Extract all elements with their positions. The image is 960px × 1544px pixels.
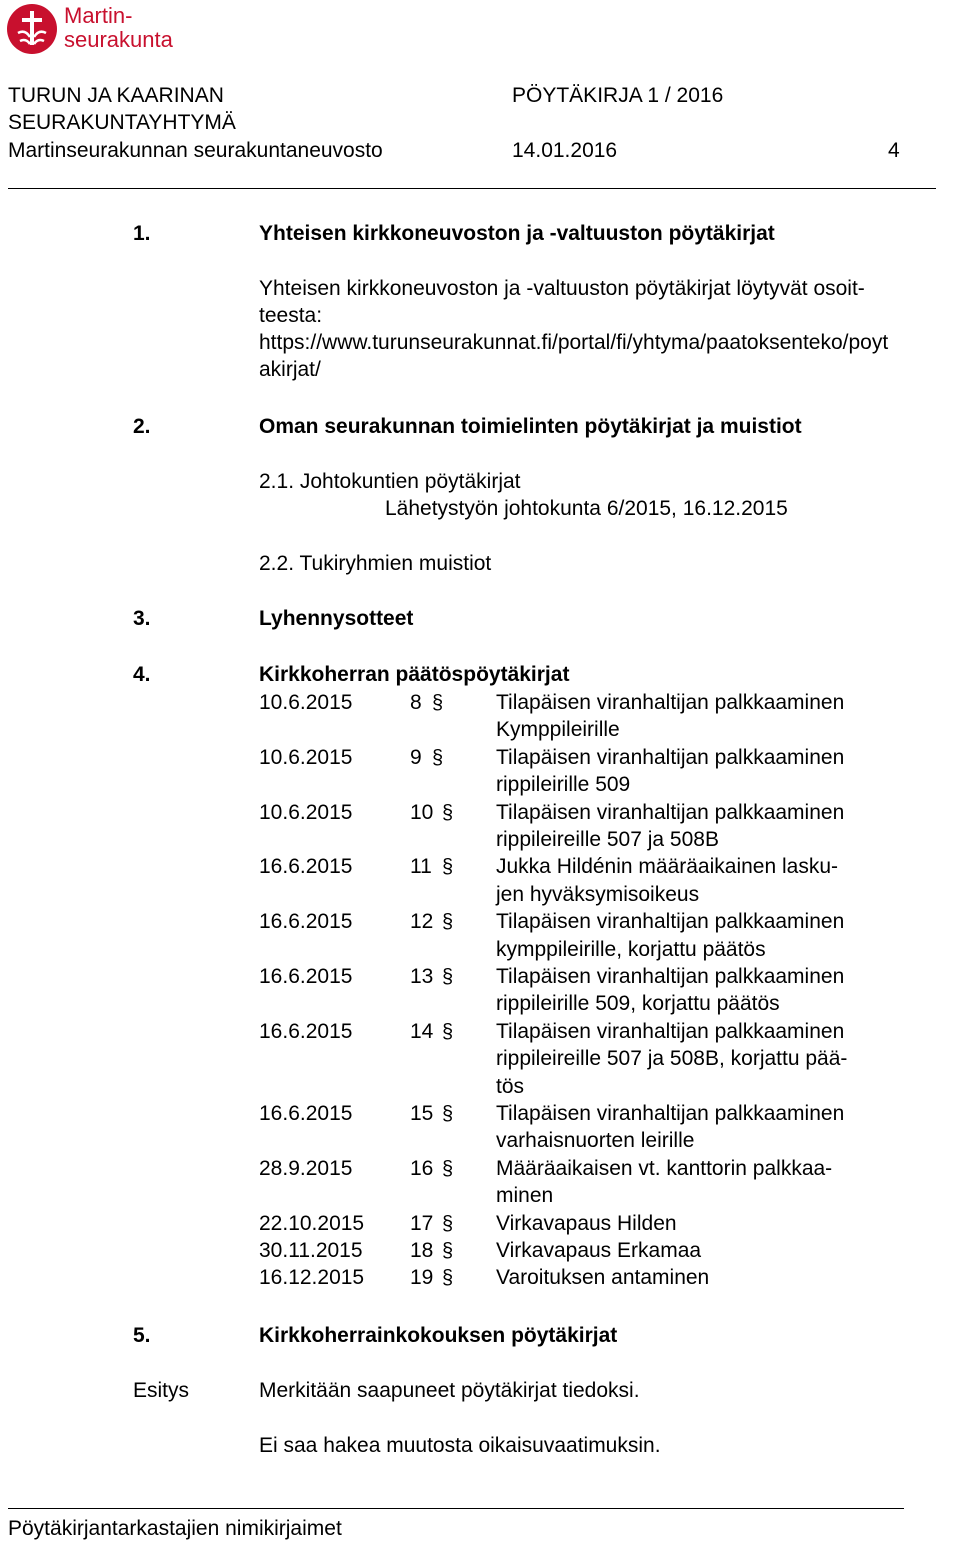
section-sign-icon: § — [442, 1240, 454, 1262]
decision-number: 9 — [410, 745, 422, 769]
decision-text-line: kymppileirille, korjattu päätös — [496, 937, 766, 961]
section-1-text-line: teesta: — [259, 304, 323, 327]
decision-number: 11 — [410, 855, 432, 879]
decision-date: 10.6.2015 — [259, 691, 353, 714]
header-divider — [8, 188, 936, 189]
section-3-number: 3. — [133, 607, 151, 630]
decision-text-line: Kymppileirille — [496, 718, 620, 742]
decision-date: 10.6.2015 — [259, 800, 353, 824]
decision-text-line: Varoituksen antaminen — [496, 1266, 710, 1290]
decision-text-line: Virkavapaus Hilden — [496, 1211, 677, 1235]
decision-text-line: tös — [496, 1074, 525, 1098]
decision-number: 17 — [410, 1211, 434, 1235]
decision-number: 10 — [410, 800, 434, 824]
section-1-number: 1. — [133, 222, 151, 245]
decision-text-line: rippileireille 507 ja 508B, korjattu pää- — [496, 1047, 848, 1071]
decision-number: 13 — [410, 965, 434, 988]
decision-text-line: Virkavapaus Erkamaa — [496, 1239, 702, 1262]
page-number: 4 — [888, 139, 900, 162]
section-2-number: 2. — [133, 415, 151, 438]
decision-text-line: Tilapäisen viranhaltijan palkkaaminen — [496, 745, 845, 769]
decision-date: 30.11.2015 — [259, 1239, 363, 1262]
appeal-text: Ei saa hakea muutosta oikaisuvaatimuksin. — [259, 1434, 661, 1457]
decision-date: 10.6.2015 — [259, 745, 353, 769]
section-3-title: Lyhennysotteet — [259, 607, 414, 630]
decision-number: 18 — [410, 1239, 434, 1262]
decision-text-line: minen — [496, 1184, 554, 1208]
section-sign-icon: § — [442, 856, 454, 879]
decision-text-line: Määräaikaisen vt. kanttorin palkkaa- — [496, 1156, 833, 1180]
decision-text-line: rippileirille 509, korjattu päätös — [496, 992, 780, 1016]
subsection-2-1-item: Lähetystyön johtokunta 6/2015, 16.12.2015 — [385, 497, 788, 520]
section-sign-icon: § — [442, 1103, 454, 1125]
section-1-title: Yhteisen kirkkoneuvoston ja -valtuuston pöytäkirjat — [259, 222, 775, 245]
section-sign-icon: § — [432, 692, 444, 714]
decision-text-line: Jukka Hildénin määräaikainen lasku- — [496, 855, 839, 879]
proposal-label: Esitys — [133, 1379, 190, 1402]
decision-date: 16.6.2015 — [259, 965, 353, 988]
logo-line-2: seurakunta — [64, 27, 173, 52]
subsection-2-2-title: 2.2. Tukiryhmien muistiot — [259, 552, 492, 575]
section-sign-icon: § — [442, 801, 454, 824]
decision-text-line: rippileirille 509 — [496, 773, 631, 797]
section-sign-icon: § — [442, 1212, 454, 1235]
section-sign-icon: § — [442, 1157, 454, 1180]
decision-number: 14 — [410, 1019, 434, 1043]
decision-text-line: Tilapäisen viranhaltijan palkkaaminen — [496, 910, 845, 934]
proposal-text: Merkitään saapuneet pöytäkirjat tiedoksi. — [259, 1379, 640, 1402]
decision-date: 16.6.2015 — [259, 1102, 353, 1125]
decision-text-line: Tilapäisen viranhaltijan palkkaaminen — [496, 691, 845, 714]
org-name-line-2: SEURAKUNTAYHTYMÄ — [8, 111, 236, 134]
meeting-body: Martinseurakunnan seurakuntaneuvosto — [8, 139, 383, 162]
subsection-2-1-title: 2.1. Johtokuntien pöytäkirjat — [259, 470, 521, 493]
footer-label: Pöytäkirjantarkastajien nimikirjaimet — [8, 1517, 342, 1540]
decision-date: 22.10.2015 — [259, 1211, 365, 1235]
org-name-line-1: TURUN JA KAARINAN — [8, 84, 224, 107]
section-5-title: Kirkkoherrainkokouksen pöytäkirjat — [259, 1324, 618, 1347]
decision-text-line: varhaisnuorten leirille — [496, 1129, 695, 1153]
decision-number: 16 — [410, 1156, 434, 1180]
decision-text-line: Tilapäisen viranhaltijan palkkaaminen — [496, 800, 845, 824]
decision-text-line: Tilapäisen viranhaltijan palkkaaminen — [496, 1019, 845, 1043]
decision-text-line: jen hyväksymisoikeus — [496, 882, 700, 906]
section-4-title: Kirkkoherran päätöspöytäkirjat — [259, 663, 570, 686]
section-sign-icon: § — [442, 911, 454, 934]
section-sign-icon: § — [442, 1267, 454, 1290]
logo-line-1: Martin- — [64, 3, 133, 28]
decision-text-line: Tilapäisen viranhaltijan palkkaaminen — [496, 1102, 845, 1125]
decision-number: 19 — [410, 1266, 434, 1290]
decision-date: 16.12.2015 — [259, 1266, 365, 1290]
footer-divider — [8, 1508, 904, 1509]
section-2-title: Oman seurakunnan toimielinten pöytäkirjat ja muistiot — [259, 415, 802, 438]
decision-date: 16.6.2015 — [259, 910, 353, 934]
section-1-text-line: Yhteisen kirkkoneuvoston ja -valtuuston pöytäkirjat löytyvät osoit- — [259, 277, 865, 300]
meeting-date: 14.01.2016 — [512, 139, 618, 162]
decision-text-line: rippileireille 507 ja 508B — [496, 828, 719, 851]
section-sign-icon: § — [442, 966, 454, 988]
section-1-url-line: akirjat/ — [259, 358, 321, 381]
decision-number: 8 — [410, 691, 422, 714]
decision-text-line: Tilapäisen viranhaltijan palkkaaminen — [496, 965, 845, 988]
document-title: PÖYTÄKIRJA 1 / 2016 — [512, 84, 724, 107]
section-5-number: 5. — [133, 1324, 151, 1347]
logo-emblem-icon — [6, 3, 58, 55]
decision-date: 16.6.2015 — [259, 855, 353, 879]
decision-number: 12 — [410, 910, 434, 934]
section-sign-icon: § — [442, 1020, 454, 1043]
section-sign-icon: § — [432, 746, 444, 769]
decision-date: 16.6.2015 — [259, 1019, 353, 1043]
section-4-number: 4. — [133, 663, 151, 686]
decision-date: 28.9.2015 — [259, 1156, 353, 1180]
logo-wordmark — [64, 4, 173, 52]
section-1-url-line: https://www.turunseurakunnat.fi/portal/fi/yhtyma/paatoksenteko/poyt — [259, 331, 889, 354]
decision-number: 15 — [410, 1102, 434, 1125]
